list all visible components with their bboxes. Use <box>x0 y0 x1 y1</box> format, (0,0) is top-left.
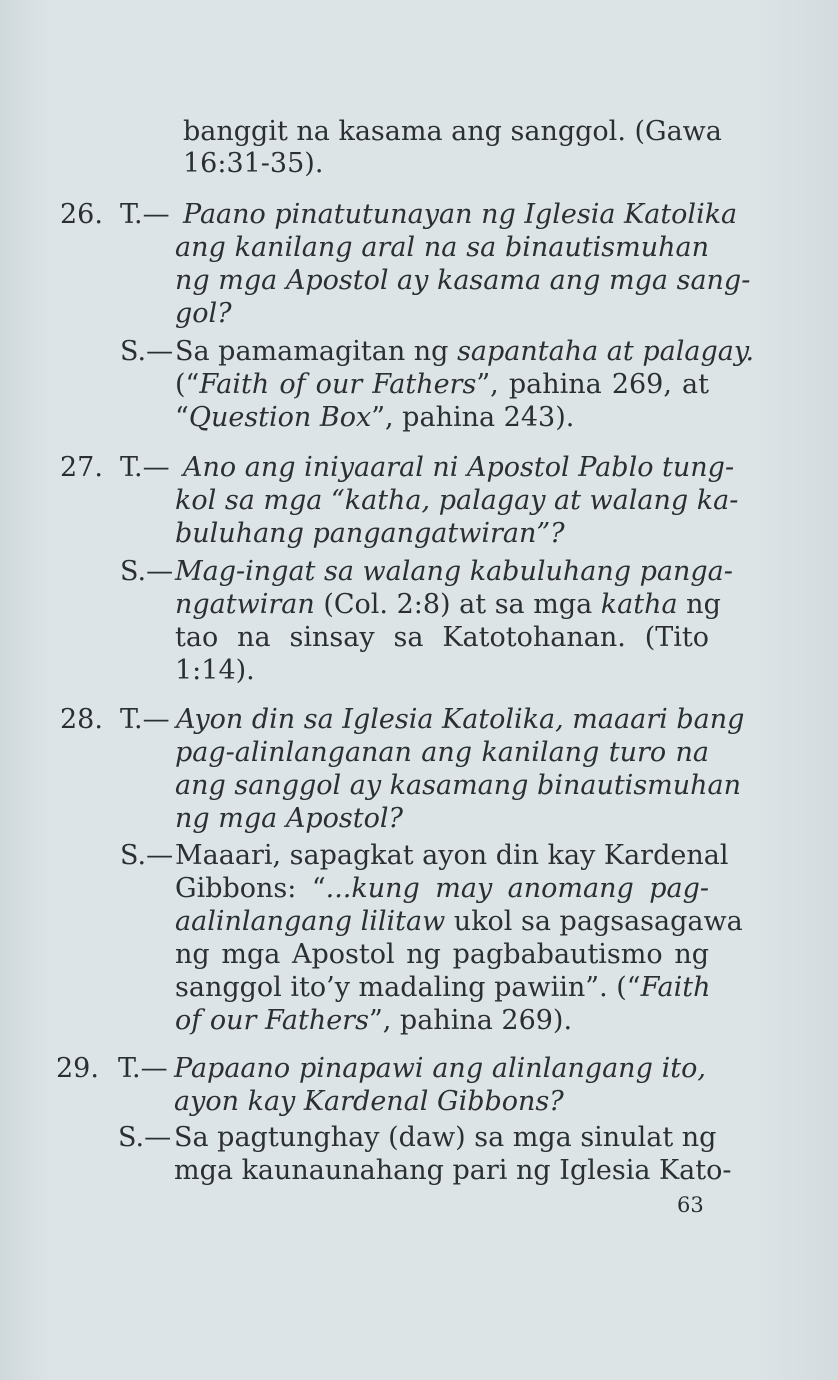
answer-27-line-2-italic-a: ngatwiran <box>175 589 315 620</box>
answer-27-s-prefix: S.— <box>120 556 174 587</box>
intro-line-2: 16:31-35). <box>183 148 324 179</box>
answer-27-line-2-text-a: (Col. 2:8) at sa mga <box>314 589 601 620</box>
question-26-number: 26. <box>60 199 103 230</box>
question-29-number: 29. <box>56 1053 99 1084</box>
question-28-t-prefix: T.— <box>120 704 170 735</box>
answer-26-line-3-text: ”, pahina 243). <box>371 402 575 433</box>
answer-28-line-2-italic: ...kung may anomang pag- <box>325 873 709 904</box>
page-number: 63 <box>677 1193 704 1217</box>
question-27-t-prefix: T.— <box>120 452 170 483</box>
answer-27-line-2 <box>175 589 721 621</box>
answer-29-line-1: Sa pagtunghay (daw) sa mga sinulat ng <box>174 1122 717 1153</box>
answer-28-line-5-text: sanggol ito’y madaling pawiin”. (“ <box>175 972 641 1003</box>
question-28-t-line-1: Ayon din sa Iglesia Katolika, maaari bang <box>176 704 745 735</box>
answer-27-line-1: Mag-ingat sa walang kabuluhang panga- <box>175 556 733 587</box>
answer-26-line-2-open: (“ <box>175 369 200 400</box>
answer-28-line-3-italic: aalinlangang lilitaw <box>175 906 446 937</box>
answer-28-line-5-italic: Faith <box>640 972 711 1003</box>
question-29-t-line-2: ayon kay Kardenal Gibbons? <box>174 1086 564 1117</box>
answer-27-line-2-text-b: ng <box>677 589 721 620</box>
answer-26-s-prefix: S.— <box>120 336 174 367</box>
question-28-t-line-3: ang sanggol ay kasamang binautismuhan <box>175 770 742 801</box>
intro-line-1: banggit na kasama ang sanggol. (Gawa <box>183 116 722 147</box>
answer-26-line-1-italic: sapantaha at palagay. <box>457 336 755 367</box>
answer-26-line-3 <box>175 402 574 434</box>
answer-26-line-1 <box>175 336 754 368</box>
question-28-t-line-4: ng mga Apostol? <box>175 803 403 834</box>
question-27-t-line-3: buluhang pangangatwiran”? <box>175 518 565 549</box>
answer-26-line-2 <box>175 369 709 401</box>
answer-28-line-4: ng mga Apostol ng pagbabautismo ng <box>175 939 709 970</box>
answer-26-line-3-open: “ <box>175 402 189 433</box>
question-29-t-line-1: Papaano pinapawi ang alinlangang ito, <box>174 1053 706 1084</box>
question-27-number: 27. <box>60 452 103 483</box>
answer-26-line-2-text: ”, pahina 269, at <box>476 369 709 400</box>
answer-27-line-2-italic-b: katha <box>600 589 678 620</box>
answer-28-line-3-text: ukol sa pagsasagawa <box>445 906 743 937</box>
answer-28-line-1: Maaari, sapagkat ayon din kay Kardenal <box>175 840 729 871</box>
question-26-t-line-3: ng mga Apostol ay kasama ang mga sang- <box>175 265 751 296</box>
question-26-t-prefix: T.— <box>120 199 170 230</box>
question-26-t-line-2: ang kanilang aral na sa binautismuhan <box>175 232 709 263</box>
answer-28-line-5 <box>175 972 709 1004</box>
answer-28-line-3 <box>175 906 743 938</box>
answer-28-line-6 <box>175 1005 572 1037</box>
answer-27-line-4: 1:14). <box>175 655 255 686</box>
answer-26-line-2-italic: Faith of our Fathers <box>199 369 477 400</box>
question-28-t-line-2: pag-alinlanganan ang kanilang turo na <box>175 737 709 768</box>
answer-28-line-2 <box>175 873 709 905</box>
question-26-t-line-1: Paano pinatutunayan ng Iglesia Katolika <box>183 199 738 230</box>
answer-27-line-3: tao na sinsay sa Katotohanan. (Tito <box>175 622 709 653</box>
answer-28-line-6-italic: of our Fathers <box>175 1005 369 1036</box>
question-26-t-line-4: gol? <box>175 298 232 329</box>
answer-29-line-2: mga kaunaunahang pari ng Iglesia Kato- <box>174 1155 732 1186</box>
question-28-number: 28. <box>60 704 103 735</box>
answer-29-s-prefix: S.— <box>118 1122 172 1153</box>
answer-28-line-2-text: Gibbons: “ <box>175 873 326 904</box>
answer-28-s-prefix: S.— <box>120 840 174 871</box>
answer-26-line-3-italic: Question Box <box>188 402 372 433</box>
question-27-t-line-1: Ano ang iniyaaral ni Apostol Pablo tung- <box>183 452 735 483</box>
answer-28-line-6-text: ”, pahina 269). <box>368 1005 573 1036</box>
question-29-t-prefix: T.— <box>118 1053 168 1084</box>
answer-26-line-1-text: Sa pamamagitan ng <box>175 336 458 367</box>
question-27-t-line-2: kol sa mga “katha, palagay at walang ka- <box>175 485 739 516</box>
